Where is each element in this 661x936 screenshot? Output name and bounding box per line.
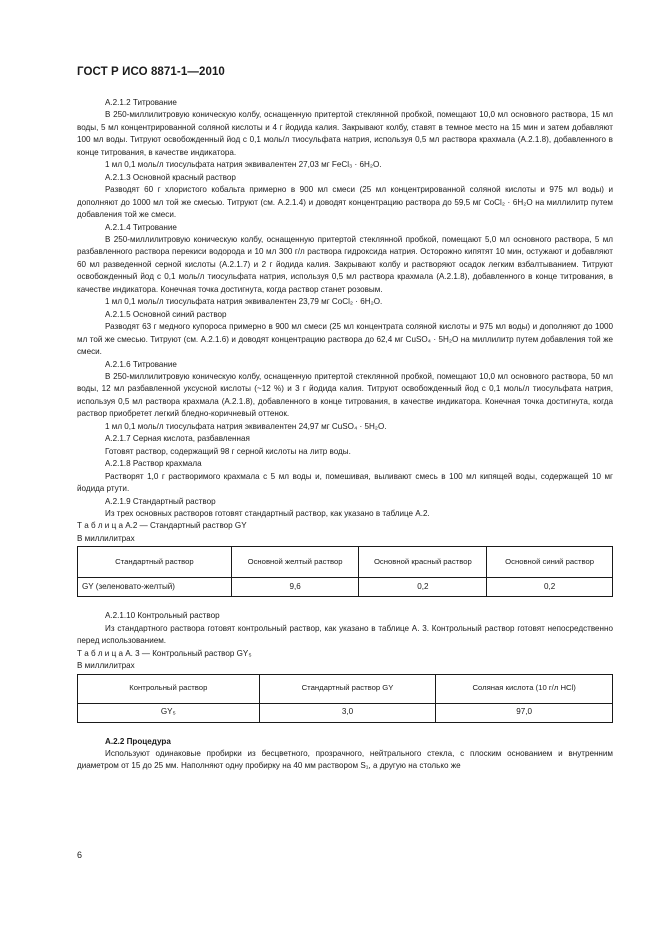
paragraph: Разводят 60 г хлористого кобальта примерно в 900 мл смеси (25 мл концентрированной соляной кислоты и 975 мл воды) и дополняют до 1000 мл той же смесью. Титруют (см. А.2.1.4) и доводят концентрацию раствора до 59,5 мг CoCl₂ · 6H₂O на миллилитр путем добавления той же смеси.	[77, 185, 613, 220]
table-header-row	[78, 547, 613, 578]
table-header-cell: Основной желтый раствор	[231, 547, 359, 578]
control-solution-table	[77, 674, 613, 723]
table-row	[78, 703, 613, 722]
table-cell: 0,2	[487, 578, 613, 597]
equivalence-note: 1 мл 0,1 моль/л тиосульфата натрия эквивалентен 23,79 мг CoCl₂ · 6H₂O.	[105, 297, 383, 307]
table-caption: Т а б л и ц а А. 3 — Контрольный раствор GY₅	[77, 648, 252, 658]
table-cell: GY₅	[78, 703, 260, 722]
table-header-cell: Контрольный раствор	[78, 674, 260, 703]
table-unit: В миллилитрах	[77, 661, 135, 671]
section-heading: А.2.1.3 Основной красный раствор	[105, 172, 236, 182]
section-heading: А.2.1.9 Стандартный раствор	[105, 496, 216, 506]
table-header-cell: Основной синий раствор	[487, 547, 613, 578]
paragraph: Из стандартного раствора готовят контрольный раствор, как указано в таблице А. 3. Контрольный раствор готовят непосредственно перед использованием.	[77, 623, 613, 646]
paragraph: Готовят раствор, содержащий 98 г серной кислоты на литр воды.	[105, 446, 351, 456]
paragraph: В 250-миллилитровую коническую колбу, оснащенную притертой стеклянной пробкой, помещают 10,0 мл основного раствора, 15 мл воды, 5 мл концентрированной соляной кислоты и 4 г йодида калия. Закрывают колбу, ставят в темное место на 15 мин и затем добавляют 100 мл воды. Титруют освобожденный йод с 0,1 моль/л тиосульфата натрия, используя 0,5 мл раствора крахмала (А.2.1.8), добавленного в конце титрования, в качестве индикатора.	[77, 110, 613, 157]
section-heading: А.2.1.5 Основной синий раствор	[105, 309, 227, 319]
section-heading: А.2.1.7 Серная кислота, разбавленная	[105, 434, 250, 444]
table-row	[78, 578, 613, 597]
equivalence-note: 1 мл 0,1 моль/л тиосульфата натрия эквивалентен 27,03 мг FeCl₃ · 6H₂O.	[105, 160, 382, 170]
paragraph: Растворят 1,0 г растворимого крахмала с 5 мл воды и, помешивая, выливают смесь в 100 мл кипящей воды, содержащей 10 мг йодида ртути.	[77, 471, 613, 494]
table-header-cell: Стандартный раствор	[78, 547, 232, 578]
section-heading: А.2.2 Процедура	[105, 736, 171, 746]
paragraph: Из трех основных растворов готовят стандартный раствор, как указано в таблице А.2.	[105, 508, 430, 518]
table-cell: 9,6	[231, 578, 359, 597]
table-cell: 3,0	[259, 703, 436, 722]
table-caption: Т а б л и ц а А.2 — Стандартный раствор GY	[77, 521, 247, 531]
table-unit: В миллилитрах	[77, 533, 135, 543]
section-heading: А.2.1.8 Раствор крахмала	[105, 459, 202, 469]
paragraph: В 250-миллилитровую коническую колбу, оснащенную притертой стеклянной пробкой, помещают 5,0 мл основного раствора, 5 мл разбавленного раствора перекиси водорода и 10 мл 300 г/л раствора гидроксида натрия. Осторожно кипятят 10 мин, остужают и добавляют 60 мл разведенной серной кислоты (А.2.1.7) и 2 г йодида калия. Закрывают колбу и растворяют осадок легким взбалтыванием. Титруют освобожденный йод с 0,1 моль/л тиосульфата натрия, используя 0,5 мл раствора крахмала (А.2.1.8), добавленного в конце титрования, в качестве индикатора. Конечная точка достигнута, когда раствор станет розовым.	[77, 234, 613, 294]
table-header-row	[78, 674, 613, 703]
document-body	[77, 97, 613, 773]
table-cell: 0,2	[359, 578, 487, 597]
table-header-cell: Основной красный раствор	[359, 547, 487, 578]
section-heading: А.2.1.4 Титрование	[105, 222, 177, 232]
page-number: 6	[77, 850, 83, 860]
standard-solution-table	[77, 546, 613, 597]
paragraph: В 250-миллилитровую коническую колбу, оснащенную притертой стеклянной пробкой, помещают 10,0 мл основного раствора, 50 мл воды, 12 мл разбавленной уксусной кислоты (~12 %) и 3 г йодида калия. Титруют освобожденный йод с 0,1 моль/л тиосульфата натрия, используя 0,5 мл раствора крахмала (А.2.1.8), добавленного в конце титрования, в качестве индикатора. Конечная точка достигнута, когда раствор приобретет легкий бледно-коричневый оттенок.	[77, 371, 613, 419]
table-header-cell: Соляная кислота (10 г/л HCl)	[436, 674, 613, 703]
table-cell: GY (зеленовато-желтый)	[78, 578, 232, 597]
paragraph: Используют одинаковые пробирки из бесцветного, прозрачного, нейтрального стекла, с плоским основанием и внутренним диаметром от 15 до 25 мм. Наполняют одну пробирку на 40 мм раствором S₁, а другую на столько же	[77, 749, 613, 771]
paragraph: Разводят 63 г медного купороса примерно в 900 мл смеси (25 мл концентрата соляной кислоты и 975 мл воды) и дополняют до 1000 мл той же смесью. Титруют (см. А.2.1.6) и доводят концентрацию раствора до 62,4 мг CuSO₄ · 5H₂O на миллилитр путем добавления той же смеси.	[77, 322, 613, 357]
table-header-cell: Стандартный раствор GY	[259, 674, 436, 703]
section-heading: А.2.1.10 Контрольный раствор	[105, 611, 220, 621]
equivalence-note: 1 мл 0,1 моль/л тиосульфата натрия эквивалентен 24,97 мг CuSO₄ · 5H₂O.	[105, 421, 387, 431]
section-heading: А.2.1.2 Титрование	[105, 98, 177, 107]
document-header: ГОСТ Р ИСО 8871-1—2010	[77, 66, 225, 78]
table-cell: 97,0	[436, 703, 613, 722]
section-heading: А.2.1.6 Титрование	[105, 359, 177, 369]
